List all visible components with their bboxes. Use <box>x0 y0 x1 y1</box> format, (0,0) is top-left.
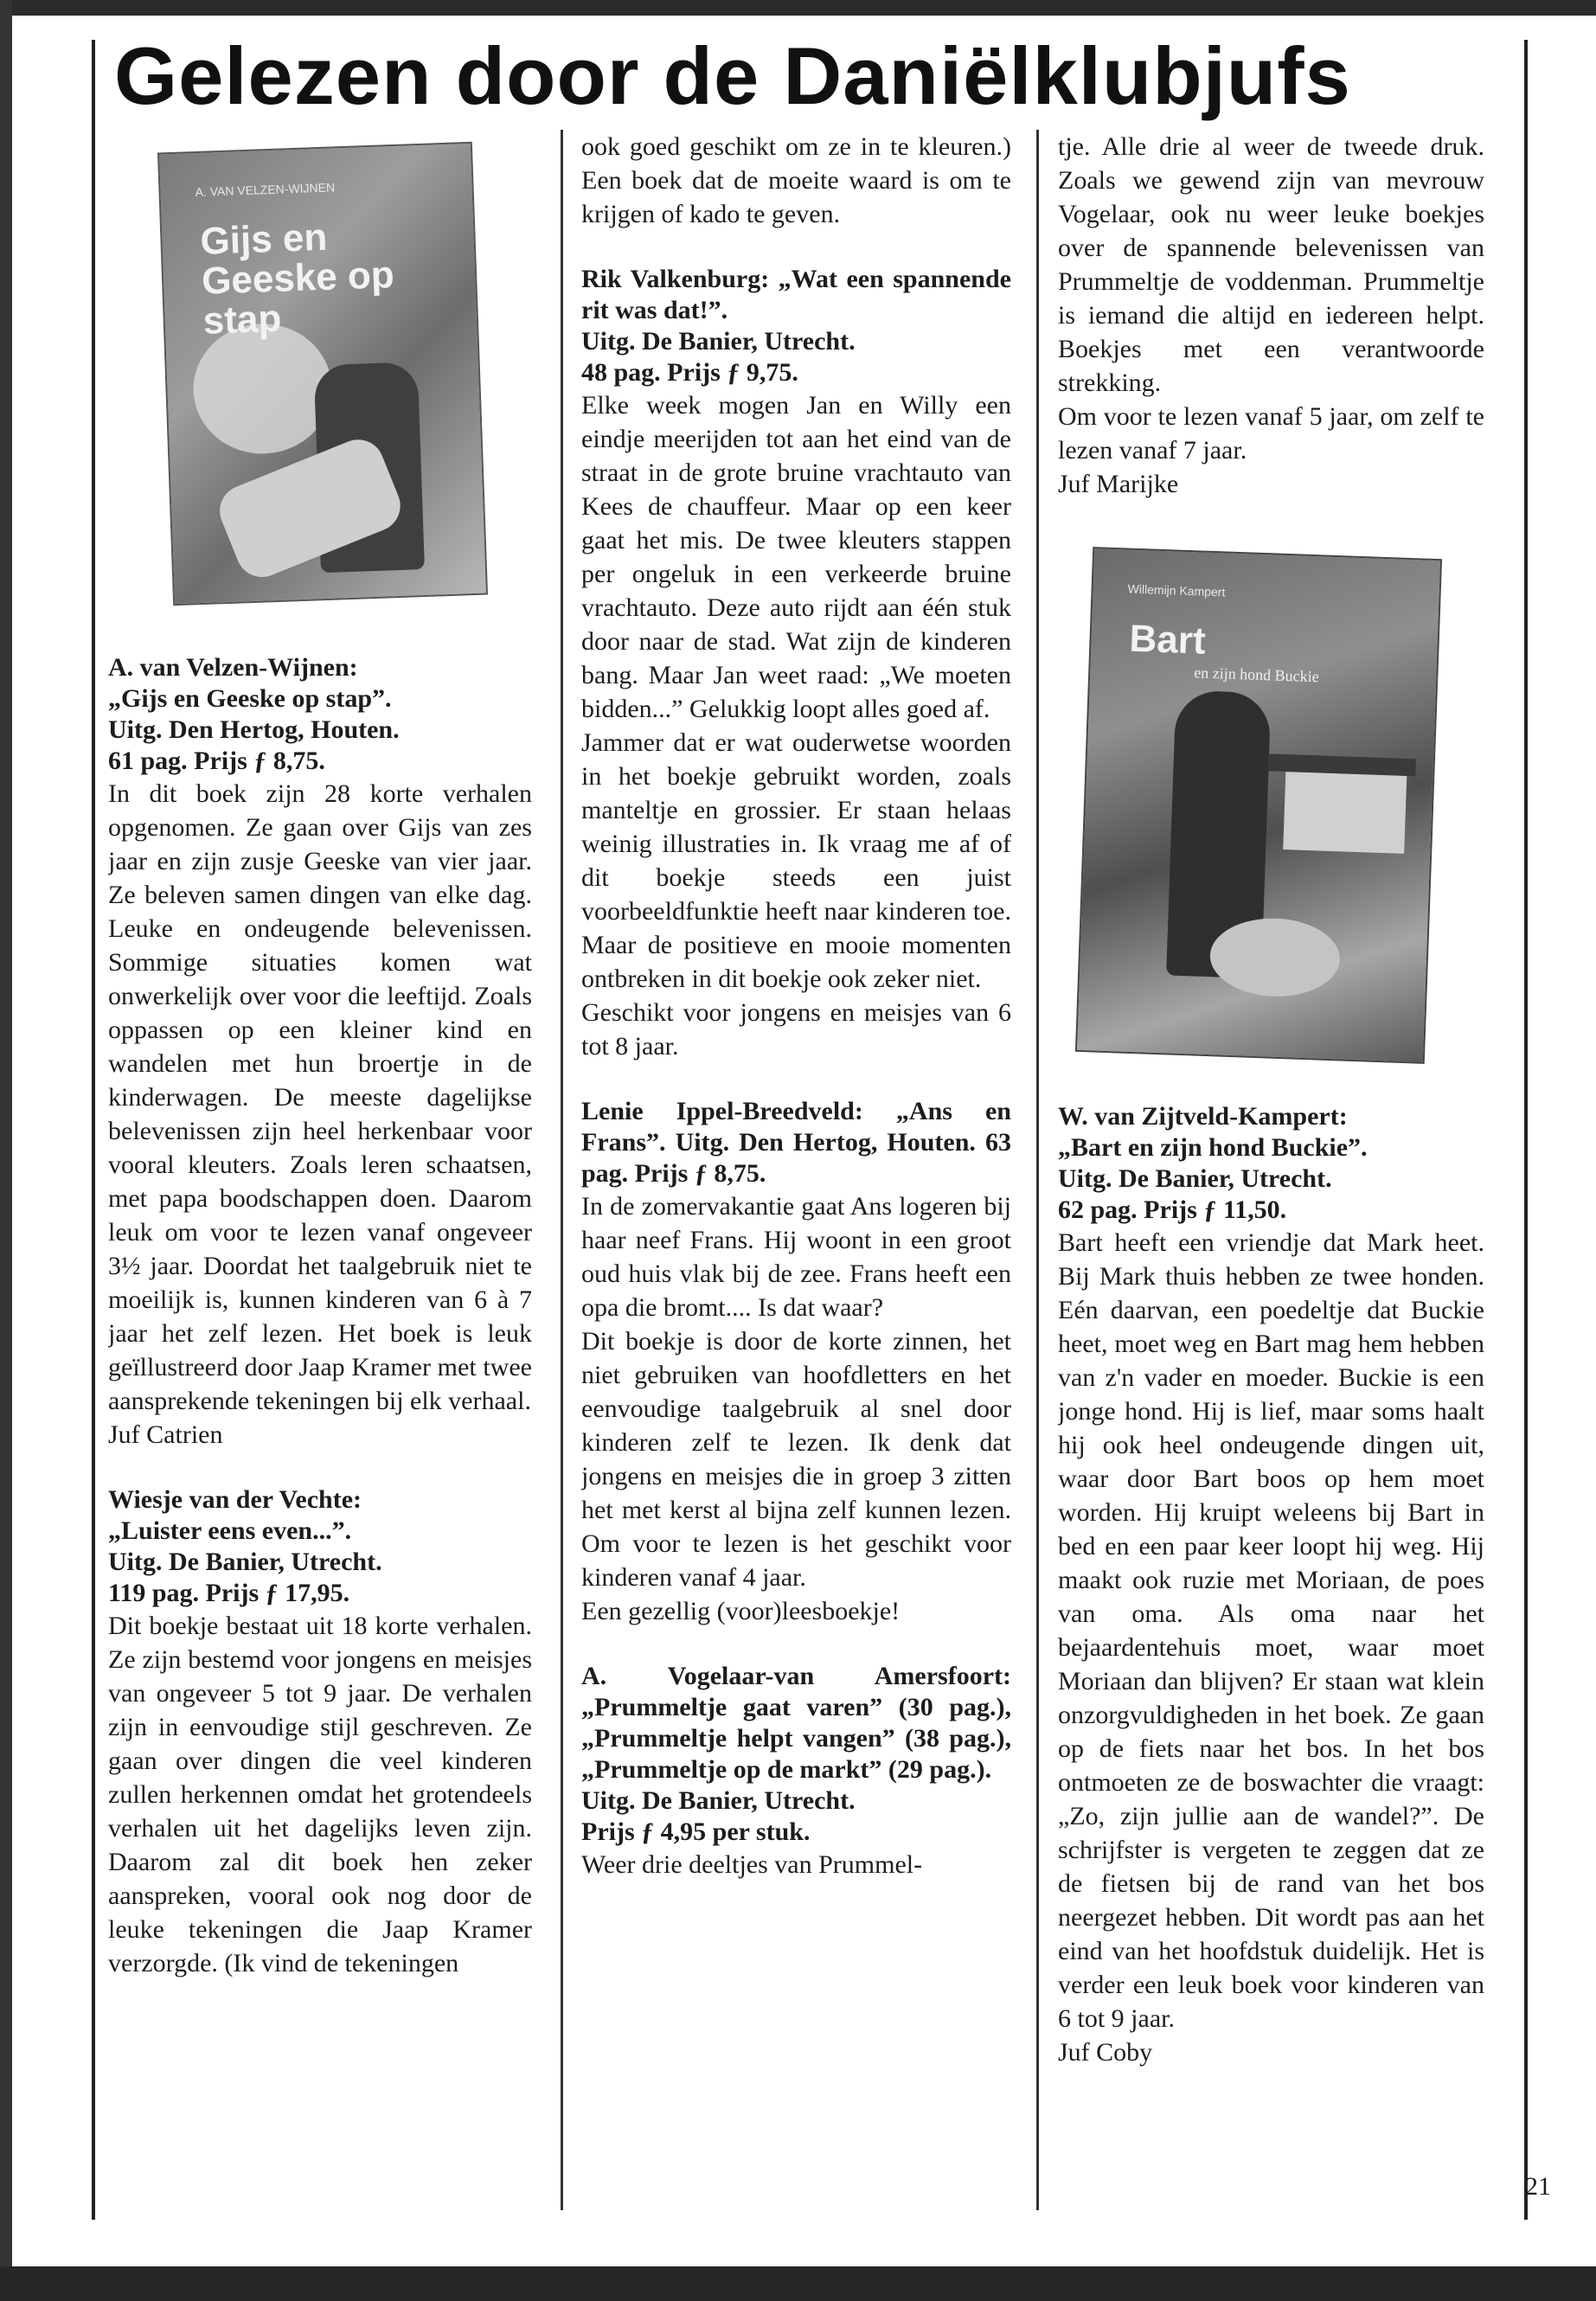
book-author-title: Rik Valkenburg: „Wat een spannende rit was dat!”. <box>581 265 1011 324</box>
column-1 <box>108 130 532 2210</box>
column-3 <box>1058 130 1484 2210</box>
book-title: „Luister eens even...”. <box>108 1516 352 1545</box>
book-reference: A. Vogelaar-van Amersfoort: „Prummeltje gaat varen” (30 pag.), „Prummeltje helpt vangen” (38 pag.), „Prummeltje op de markt” (29 pag.). <box>581 1662 1011 1784</box>
book-title: „Gijs en Geeske op stap”. <box>108 684 392 713</box>
book-price: 48 pag. Prijs ƒ 9,75. <box>581 358 798 387</box>
column-2 <box>581 130 1011 2210</box>
cover-subtitle: en zijn hond Buckie <box>1193 663 1320 686</box>
book-publisher: Uitg. De Banier, Utrecht. <box>581 1786 856 1815</box>
book-price: 119 pag. Prijs ƒ 17,95. <box>108 1579 350 1607</box>
book-publisher: Uitg. Den Hertog, Houten. <box>108 715 400 744</box>
book-price: 61 pag. Prijs ƒ 8,75. <box>108 747 325 775</box>
book-cover-bart <box>1075 547 1442 1064</box>
review-text: Elke week mogen Jan en Willy een eindje meerijden tot aan het eind van de straat in de grote bruine vrachtauto van Kees de chauffeur. Maar op een keer gaat het mis. De twee kleuters stappen per ongeluk in een verkeerde bruine vrachtauto. Deze auto rijdt aan één stuk door naar de stad. Wat zijn de kinderen bang. Maar Jan weet raad: „We moeten bidden...” Gelukkig loopt alles goed af. <box>581 391 1011 723</box>
review-text: In de zomervakantie gaat Ans logeren bij haar neef Frans. Hij woont in een groot oud huis vlak bij de zee. Frans heeft een opa die bromt.... Is dat waar? <box>581 1192 1011 1322</box>
cover-title: Bart <box>1128 617 1207 663</box>
review-text: Om voor te lezen vanaf 5 jaar, om zelf te lezen vanaf 7 jaar. <box>1058 402 1484 465</box>
book-price: Prijs ƒ 4,95 per stuk. <box>581 1817 811 1846</box>
book-price: 62 pag. Prijs ƒ 11,50. <box>1058 1195 1287 1224</box>
book-publisher: Uitg. De Banier, Utrecht. <box>108 1548 382 1576</box>
column-rule <box>561 130 563 2210</box>
review-signature: Juf Marijke <box>1058 470 1179 498</box>
book-cover-gijs-en-geeske <box>157 142 488 606</box>
cover-illustration-dog <box>1208 916 1341 998</box>
book-author: A. van Velzen-Wijnen: <box>108 653 358 682</box>
review-text: Dit boekje is door de korte zinnen, het niet gebruiken van hoofdletters en het eenvoudige taalgebruik al snel door kinderen zelf te lezen. Ik denk dat jongens en meisjes die in groep 3 zitten het met kerst al bijna zelf kunnen lezen. Om voor te lezen is het geschikt voor kinderen vanaf 4 jaar. <box>581 1327 1011 1592</box>
scan-border-left <box>0 0 12 2301</box>
review-text: In dit boek zijn 28 korte verhalen opgenomen. Ze gaan over Gijs van zes jaar en zijn zusje Geeske van vier jaar. Ze beleven samen dingen van elke dag. Leuke en ondeugende belevenissen. Sommige situaties komen wat onwerkelijk over voor die leeftijd. Zoals oppassen op een kleiner kind en wandelen met hun broertje in de kinderwagen. De meeste dagelijkse belevenissen zijn heel herkenbaar voor vooral kleuters. Zoals leren schaatsen, met papa boodschappen doen. Daarom leuk om voor te lezen vanaf ongeveer 3½ jaar. Doordat het taalgebruik niet te moeilijk is, kunnen kinderen van 6 à 7 jaar het zelf lezen. Het boek is leuk geïllustreerd door Jaap Kramer met twee aansprekende tekeningen bij elk verhaal. <box>108 779 532 1415</box>
column-rule <box>1036 130 1039 2210</box>
cover-illustration-farmhouse <box>1283 772 1407 854</box>
page-title: Gelezen door de Daniëlklubjufs <box>114 30 1351 121</box>
review-signature: Juf Catrien <box>108 1420 223 1449</box>
review-text: ook goed geschikt om ze in te kleuren.) Een boek dat de moeite waard is om te krijgen of kado te geven. <box>581 132 1011 228</box>
book-author: W. van Zijtveld-Kampert: <box>1058 1102 1348 1131</box>
review-text: Een gezellig (voor)leesboekje! <box>581 1597 901 1625</box>
page-number: 21 <box>1525 2172 1551 2201</box>
cover-author: A. VAN VELZEN-WIJNEN <box>195 180 336 200</box>
cover-author: Willemijn Kampert <box>1127 581 1226 599</box>
review-text: tje. Alle drie al weer de tweede druk. Zoals we gewend zijn van mevrouw Vogelaar, ook nu weer leuke boekjes over de spannende belevenissen van Prummeltje de voddenman. Prummeltje is iemand die altijd en iedereen helpt. Boekjes met een verantwoorde strekking. <box>1058 132 1484 397</box>
book-title: „Bart en zijn hond Buckie”. <box>1058 1133 1368 1162</box>
scan-border-top <box>0 0 1596 16</box>
review-text: Dit boekje bestaat uit 18 korte verhalen. Ze zijn bestemd voor jongens en meisjes van ongeveer 5 tot 9 jaar. De verhalen zijn in eenvoudige stijl geschreven. Ze gaan over dingen die veel kinderen zullen herkennen omdat het grotendeels verhalen uit het dagelijks leven zijn. Daarom zal dit boek hen zeker aanspreken, vooral ook nog door de leuke tekeningen die Jaap Kramer verzorgde. (Ik vind de tekeningen <box>108 1612 532 1977</box>
book-publisher: Uitg. De Banier, Utrecht. <box>581 327 856 356</box>
review-text: Weer drie deeltjes van Prummel- <box>581 1850 923 1879</box>
book-author: Wiesje van der Vechte: <box>108 1485 362 1514</box>
review-text: Bart heeft een vriendje dat Mark heet. Bij Mark thuis hebben ze twee honden. Eén daarvan, een poedeltje dat Buckie heet, moet weg en Bart mag hem hebben van z'n vader en moeder. Buckie is een jonge hond. Hij is lief, maar soms haalt hij ook heel ondeugende dingen uit, waar door Bart boos op hem moet worden. Hij kruipt weleens bij Bart in bed en een paar keer loopt hij weg. Hij maakt ook ruzie met Moriaan, de poes van oma. Als oma naar het bejaardentehuis moet, waar moet Moriaan dan blijven? Er staan wat klein onzorgvuldigheden in het boek. Ze gaan op de fiets naar het bos. In het bos ontmoeten ze de boswachter die vraagt: „Zo, zijn jullie aan de wandel?”. De schrijfster is vergeten te zeggen dat ze de fietsen bij de rand van het bos neergezet hebben. Dit wordt pas aan het eind van het hoofdstuk duidelijk. Het is verder een leuk boek voor kinderen van 6 tot 9 jaar. <box>1058 1228 1484 2033</box>
cover-title: Gijs en Geeske op stap <box>199 215 395 343</box>
book-publisher: Uitg. De Banier, Utrecht. <box>1058 1164 1332 1193</box>
book-reference: Lenie Ippel-Breedveld: „Ans en Frans”. Uitg. Den Hertog, Houten. 63 pag. Prijs ƒ 8,75. <box>581 1097 1011 1188</box>
review-text: Geschikt voor jongens en meisjes van 6 tot 8 jaar. <box>581 998 1011 1061</box>
review-signature: Juf Coby <box>1058 2038 1153 2067</box>
review-text: Jammer dat er wat ouderwetse woorden in het boekje gebruikt worden, zoals manteltje en grossier. Er staan helaas weinig illustraties in. Ik vraag me af of dit boekje steeds een juist voorbeeldfunktie heeft naar kinderen toe. Maar de positieve en mooie momenten ontbreken in dit boekje ook zeker niet. <box>581 728 1011 993</box>
scan-border-bottom <box>0 2266 1596 2301</box>
